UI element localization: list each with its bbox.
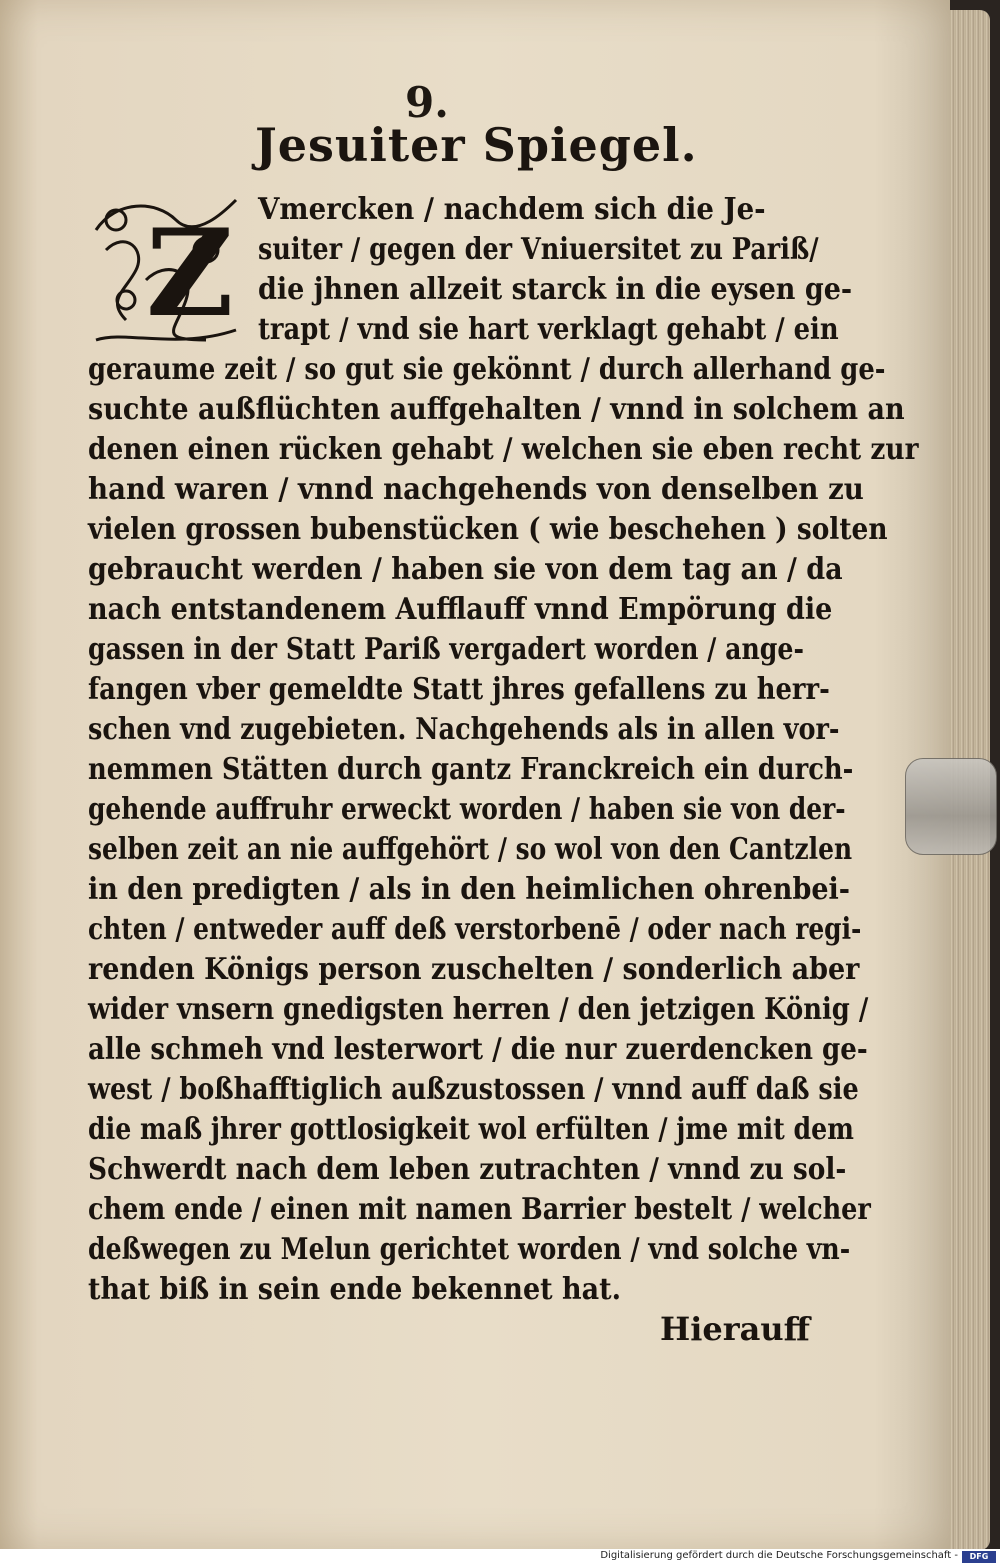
dfg-logo: DFG: [962, 1551, 996, 1563]
funding-credit: Digitalisierung gefördert durch die Deutsche Forschungsgemeinschaft -: [600, 1550, 958, 1561]
body-line: wider vnsern gnedigsten herren / den jetzigen König /: [88, 992, 869, 1027]
body-line: die jhnen allzeit starck in die eysen ge-: [258, 272, 853, 307]
body-line: west / boßhafftiglich außzustossen / vnnd auff daß sie: [88, 1072, 859, 1107]
body-line: that biß in sein ende bekennet hat.: [88, 1272, 621, 1307]
body-line: denen einen rücken gehabt / welchen sie eben recht zur: [88, 432, 919, 467]
decorated-initial-letter: [86, 190, 246, 350]
catchword: Hierauff: [660, 1310, 810, 1348]
body-line: chten / entweder auff deß verstorbenē / oder nach regi-: [88, 912, 862, 947]
body-line: suchte außflüchten auffgehalten / vnnd in solchem an: [88, 392, 905, 427]
page-number: 9.: [405, 78, 449, 127]
body-line: hand waren / vnnd nachgehends von denselben zu: [88, 472, 864, 507]
body-line: chem ende / einen mit namen Barrier bestelt / welcher: [88, 1192, 871, 1227]
book-clamp: [905, 758, 997, 855]
body-line: gehende auffruhr erweckt worden / haben sie von der-: [88, 792, 846, 827]
body-line: geraume zeit / so gut sie gekönnt / durch allerhand ge-: [88, 352, 886, 387]
digitization-footer: [0, 1549, 1000, 1565]
initial-letter-glyph: Z: [146, 203, 234, 344]
running-head: Jesuiter Spiegel.: [255, 118, 698, 172]
body-line: die maß jhrer gottlosigkeit wol erfülten / jme mit dem: [88, 1112, 854, 1147]
body-line: gebraucht werden / haben sie von dem tag an / da: [88, 552, 843, 587]
body-line: in den predigten / als in den heimlichen ohrenbei-: [88, 872, 850, 907]
body-line: deßwegen zu Melun gerichtet worden / vnd solche vn-: [88, 1232, 851, 1267]
body-line: Vmercken / nachdem sich die Je-: [258, 192, 766, 227]
body-line: nach entstandenem Aufflauff vnnd Empörung die: [88, 592, 833, 627]
body-line: trapt / vnd sie hart verklagt gehabt / ein: [258, 312, 839, 347]
body-line: schen vnd zugebieten. Nachgehends als in allen vor-: [88, 712, 840, 747]
body-line: nemmen Stätten durch gantz Franckreich ein durch-: [88, 752, 854, 787]
body-line: alle schmeh vnd lesterwort / die nur zuerdencken ge-: [88, 1032, 868, 1067]
body-line: renden Königs person zuschelten / sonderlich aber: [88, 952, 860, 987]
body-line: vielen grossen bubenstücken ( wie beschehen ) solten: [88, 512, 888, 547]
body-line: fangen vber gemeldte Statt jhres gefallens zu herr-: [88, 672, 830, 707]
body-line: selben zeit an nie auffgehört / so wol von den Cantzlen: [88, 832, 853, 867]
body-line: Schwerdt nach dem leben zutrachten / vnnd zu sol-: [88, 1152, 847, 1187]
body-line: suiter / gegen der Vniuersitet zu Pariß/: [258, 232, 819, 267]
body-line: gassen in der Statt Pariß vergadert worden / ange-: [88, 632, 804, 667]
